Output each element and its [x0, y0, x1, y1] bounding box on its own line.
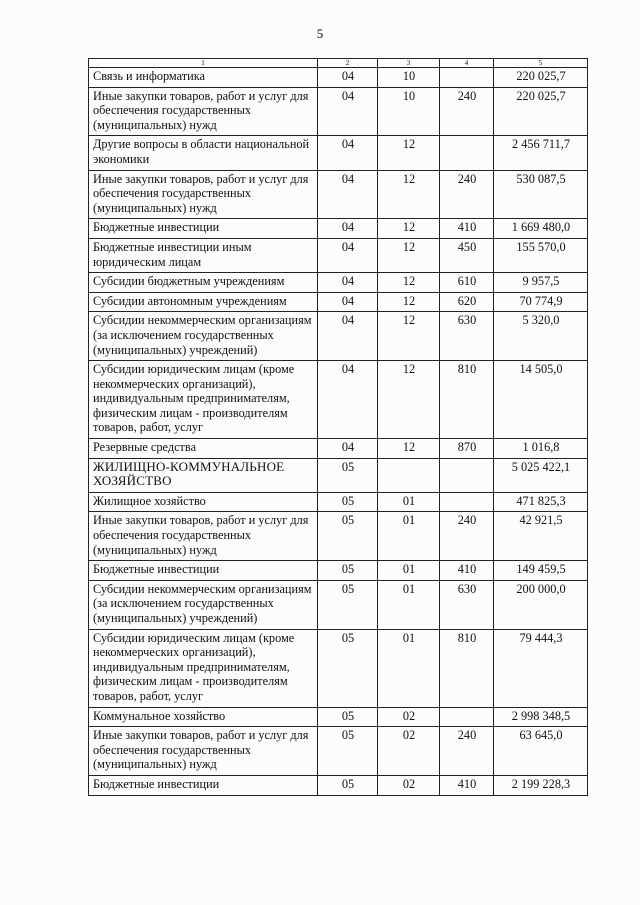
row-amount: 9 957,5	[494, 273, 588, 293]
table-row	[89, 68, 588, 88]
row-name: ЖИЛИЩНО-КОММУНАЛЬНОЕ ХОЗЯЙСТВО	[89, 458, 318, 492]
column-header-2: 2	[318, 59, 378, 68]
row-amount: 42 921,5	[494, 512, 588, 561]
row-amount: 2 998 348,5	[494, 707, 588, 727]
table-row	[89, 273, 588, 293]
row-amount: 5 025 422,1	[494, 458, 588, 492]
row-amount: 14 505,0	[494, 361, 588, 439]
row-section-code: 04	[318, 87, 378, 136]
row-subsection-code: 02	[378, 727, 440, 776]
table-row	[89, 312, 588, 361]
row-expense-type: 410	[440, 775, 494, 795]
row-subsection-code: 01	[378, 629, 440, 707]
row-amount: 530 087,5	[494, 170, 588, 219]
row-subsection-code: 10	[378, 87, 440, 136]
row-section-code: 04	[318, 312, 378, 361]
row-expense-type	[440, 68, 494, 88]
row-section-code: 05	[318, 580, 378, 629]
row-subsection-code: 12	[378, 439, 440, 459]
row-section-code: 05	[318, 727, 378, 776]
row-amount: 471 825,3	[494, 492, 588, 512]
row-name: Связь и информатика	[89, 68, 318, 88]
row-expense-type	[440, 492, 494, 512]
row-name: Субсидии бюджетным учреждениям	[89, 273, 318, 293]
table-row	[89, 361, 588, 439]
row-subsection-code: 12	[378, 361, 440, 439]
row-expense-type: 810	[440, 361, 494, 439]
row-amount: 2 199 228,3	[494, 775, 588, 795]
table-row	[89, 238, 588, 272]
table-row	[89, 292, 588, 312]
row-section-code: 04	[318, 219, 378, 239]
row-name: Субсидии юридическим лицам (кроме некоммерческих организаций), индивидуальным предпринимателям, физическим лицам - производителям товаров, работ, услуг	[89, 629, 318, 707]
row-section-code: 04	[318, 170, 378, 219]
page-number: 5	[316, 26, 324, 41]
row-subsection-code: 01	[378, 492, 440, 512]
row-subsection-code: 01	[378, 580, 440, 629]
row-name: Бюджетные инвестиции	[89, 561, 318, 581]
row-subsection-code: 12	[378, 219, 440, 239]
row-amount: 5 320,0	[494, 312, 588, 361]
row-name: Субсидии юридическим лицам (кроме некоммерческих организаций), индивидуальным предпринимателям, физическим лицам - производителям товаров, работ, услуг	[89, 361, 318, 439]
row-expense-type: 870	[440, 439, 494, 459]
table-header	[89, 59, 588, 68]
row-section-code: 05	[318, 629, 378, 707]
row-expense-type: 410	[440, 561, 494, 581]
row-section-code: 04	[318, 68, 378, 88]
row-expense-type: 810	[440, 629, 494, 707]
row-name: Другие вопросы в области национальной экономики	[89, 136, 318, 170]
row-amount: 220 025,7	[494, 68, 588, 88]
row-subsection-code: 02	[378, 775, 440, 795]
row-section-code: 05	[318, 707, 378, 727]
row-amount: 1 669 480,0	[494, 219, 588, 239]
row-name: Субсидии некоммерческим организациям (за исключением государственных (муниципальных) учреждений)	[89, 312, 318, 361]
table-row	[89, 219, 588, 239]
table-row	[89, 439, 588, 459]
row-amount: 1 016,8	[494, 439, 588, 459]
table-row	[89, 561, 588, 581]
row-subsection-code: 12	[378, 273, 440, 293]
row-subsection-code: 12	[378, 238, 440, 272]
row-expense-type: 610	[440, 273, 494, 293]
row-name: Бюджетные инвестиции	[89, 775, 318, 795]
table-row	[89, 580, 588, 629]
row-name: Жилищное хозяйство	[89, 492, 318, 512]
row-section-code: 05	[318, 492, 378, 512]
row-expense-type	[440, 458, 494, 492]
row-name: Иные закупки товаров, работ и услуг для обеспечения государственных (муниципальных) нужд	[89, 170, 318, 219]
column-header-3: 3	[378, 59, 440, 68]
table-row	[89, 170, 588, 219]
row-amount: 149 459,5	[494, 561, 588, 581]
row-name: Бюджетные инвестиции иным юридическим лицам	[89, 238, 318, 272]
row-subsection-code: 12	[378, 312, 440, 361]
column-header-4: 4	[440, 59, 494, 68]
column-number-row	[89, 59, 588, 68]
row-subsection-code: 12	[378, 292, 440, 312]
row-name: Иные закупки товаров, работ и услуг для обеспечения государственных (муниципальных) нужд	[89, 512, 318, 561]
row-section-code: 05	[318, 458, 378, 492]
row-amount: 63 645,0	[494, 727, 588, 776]
table-row	[89, 458, 588, 492]
row-name: Коммунальное хозяйство	[89, 707, 318, 727]
row-section-code: 04	[318, 273, 378, 293]
row-expense-type: 630	[440, 580, 494, 629]
column-header-1: 1	[89, 59, 318, 68]
row-section-code: 05	[318, 561, 378, 581]
row-amount: 220 025,7	[494, 87, 588, 136]
row-expense-type: 630	[440, 312, 494, 361]
row-amount: 155 570,0	[494, 238, 588, 272]
row-section-code: 04	[318, 439, 378, 459]
row-expense-type: 240	[440, 87, 494, 136]
row-expense-type: 410	[440, 219, 494, 239]
row-expense-type: 240	[440, 170, 494, 219]
row-section-code: 05	[318, 775, 378, 795]
row-expense-type	[440, 136, 494, 170]
row-amount: 200 000,0	[494, 580, 588, 629]
row-subsection-code: 02	[378, 707, 440, 727]
row-subsection-code: 10	[378, 68, 440, 88]
row-section-code: 04	[318, 136, 378, 170]
row-expense-type	[440, 707, 494, 727]
row-name: Резервные средства	[89, 439, 318, 459]
table-row	[89, 136, 588, 170]
row-name: Иные закупки товаров, работ и услуг для обеспечения государственных (муниципальных) нужд	[89, 87, 318, 136]
row-expense-type: 240	[440, 512, 494, 561]
row-name: Иные закупки товаров, работ и услуг для обеспечения государственных (муниципальных) нужд	[89, 727, 318, 776]
row-subsection-code: 01	[378, 561, 440, 581]
row-amount: 2 456 711,7	[494, 136, 588, 170]
row-section-code: 04	[318, 238, 378, 272]
row-expense-type: 240	[440, 727, 494, 776]
budget-table	[88, 58, 588, 796]
table-row	[89, 492, 588, 512]
row-amount: 70 774,9	[494, 292, 588, 312]
row-section-code: 04	[318, 361, 378, 439]
table-row	[89, 707, 588, 727]
row-name: Субсидии автономным учреждениям	[89, 292, 318, 312]
row-expense-type: 620	[440, 292, 494, 312]
row-subsection-code: 12	[378, 136, 440, 170]
table-row	[89, 629, 588, 707]
table-row	[89, 775, 588, 795]
row-subsection-code: 12	[378, 170, 440, 219]
row-subsection-code	[378, 458, 440, 492]
row-name: Субсидии некоммерческим организациям (за исключением государственных (муниципальных) учреждений)	[89, 580, 318, 629]
row-expense-type: 450	[440, 238, 494, 272]
row-amount: 79 444,3	[494, 629, 588, 707]
table-row	[89, 87, 588, 136]
row-section-code: 04	[318, 292, 378, 312]
row-section-code: 05	[318, 512, 378, 561]
column-header-5: 5	[494, 59, 588, 68]
row-subsection-code: 01	[378, 512, 440, 561]
table-row	[89, 512, 588, 561]
row-name: Бюджетные инвестиции	[89, 219, 318, 239]
table-row	[89, 727, 588, 776]
table-body	[89, 68, 588, 796]
